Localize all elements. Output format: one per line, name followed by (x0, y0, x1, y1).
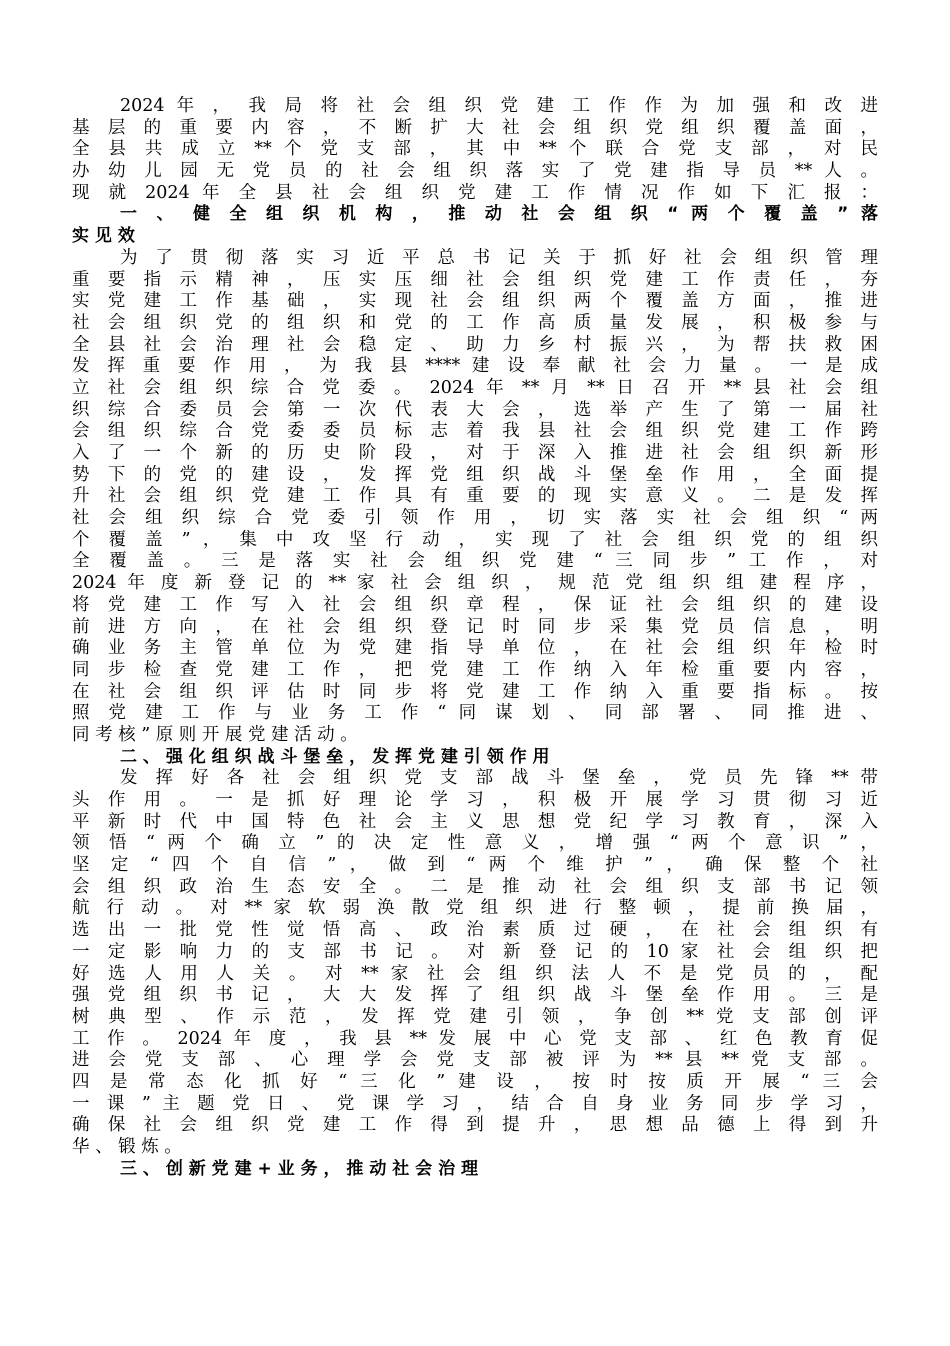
section1-line: 社 会 组 织 党 的 组 织 和 党 的 工 作 高 质 量 发 展 ， 积 极 参 与 (72, 312, 878, 333)
section2-line: 航 行 动 。 对 ** 家 软 弱 涣 散 党 组 织 进 行 整 顿 ， 提 前 换 届 ， (72, 898, 878, 919)
section2-line: 四 是 常 态 化 抓 好 “ 三 化 ” 建 设 ， 按 时 按 质 开 展 “ 三 会 (72, 1071, 878, 1092)
section2-line: 工 作 。 2024 年 度 ， 我 县 ** 发 展 中 心 党 支 部 、 红 色 教 育 促 (72, 1028, 878, 1049)
section3-heading: 三 、 创 新 党 建 + 业 务 ， 推 动 社 会 治 理 (120, 1158, 479, 1179)
section2-line: 一 定 影 响 力 的 支 部 书 记 。 对 新 登 记 的 10 家 社 会 组 织 把 (72, 941, 878, 962)
section1-line: 重 要 指 示 精 神 ， 压 实 压 细 社 会 组 织 党 建 工 作 责 任 ， 夯 (72, 269, 878, 290)
section1-line: 会 组 织 综 合 党 委 委 员 标 志 着 我 县 社 会 组 织 党 建 工 作 跨 (72, 421, 878, 442)
section1-line: 2024 年 度 新 登 记 的 ** 家 社 会 组 织 ， 规 范 党 组 织 组 建 程 序 ， (72, 573, 878, 594)
section1-heading: 一 、 健 全 组 织 机 构 ， 推 动 社 会 组 织 “ 两 个 覆 盖 ” 落 (120, 204, 878, 225)
intro-line: 办 幼 儿 园 无 党 员 的 社 会 组 织 落 实 了 党 建 指 导 员 ** 人 。 (72, 161, 878, 182)
section2-line: 华 、 锻 炼 。 (72, 1137, 182, 1157)
section1-line: 织 综 合 委 员 会 第 一 次 代 表 大 会 ， 选 举 产 生 了 第 一 届 社 (72, 399, 878, 420)
section2-line: 选 出 一 批 党 性 觉 悟 高 、 政 治 素 质 过 硬 ， 在 社 会 组 织 有 (72, 920, 878, 941)
section1-line: 发 挥 重 要 作 用 ， 为 我 县 **** 建 设 奉 献 社 会 力 量 。 一 是 成 (72, 356, 878, 377)
section2-heading: 二 、 强 化 组 织 战 斗 堡 垒 ， 发 挥 党 建 引 领 作 用 (120, 746, 550, 767)
section1-line: 社 会 组 织 综 合 党 委 引 领 作 用 ， 切 实 落 实 社 会 组 织 “ 两 (72, 508, 878, 529)
section1-line: 照 党 建 工 作 与 业 务 工 作 “ 同 谋 划 、 同 部 署 、 同 推 进 、 (72, 703, 878, 724)
section2-line: 一 课 ” 主 题 党 日 、 党 课 学 习 ， 结 合 自 身 业 务 同 步 学 习 ， (72, 1093, 878, 1114)
section1-line: 全 县 社 会 治 理 社 会 稳 定 、 助 力 乡 村 振 兴 ， 为 帮 扶 救 困 (72, 334, 878, 355)
section1-line: 全 覆 盖 。 三 是 落 实 社 会 组 织 党 建 “ 三 同 步 ” 工 作 ， 对 (72, 551, 878, 572)
section1-line: 为 了 贯 彻 落 实 习 近 平 总 书 记 关 于 抓 好 社 会 组 织 管 理 (120, 247, 878, 268)
section2-line: 树 典 型 、 作 示 范 ， 发 挥 党 建 引 领 ， 争 创 ** 党 支 部 创 评 (72, 1006, 878, 1027)
section2-line: 坚 定 “ 四 个 自 信 ” ， 做 到 “ 两 个 维 护 ” ， 确 保 整 个 社 (72, 855, 878, 876)
section2-line: 头 作 用 。 一 是 抓 好 理 论 学 习 ， 积 极 开 展 学 习 贯 彻 习 近 (72, 790, 878, 810)
section1-line: 势 下 的 党 的 建 设 ， 发 挥 党 组 织 战 斗 堡 垒 作 用 ， 全 面 提 (72, 464, 878, 485)
section2-line: 好 选 人 用 人 关 。 对 ** 家 社 会 组 织 法 人 不 是 党 员 的 ， 配 (72, 963, 878, 984)
section1-line: 确 业 务 主 管 单 位 为 党 建 指 导 单 位 ， 在 社 会 组 织 年 检 时 (72, 638, 878, 659)
section2-line: 平 新 时 代 中 国 特 色 社 会 主 义 思 想 党 纪 学 习 教 育 ， 深 入 (72, 811, 878, 832)
section2-line: 发 挥 好 各 社 会 组 织 党 支 部 战 斗 堡 垒 ， 党 员 先 锋 ** 带 (120, 768, 878, 789)
section1-line: 将 党 建 工 作 写 入 社 会 组 织 章 程 ， 保 证 社 会 组 织 的 建 设 (72, 594, 878, 615)
section1-line: 升 社 会 组 织 党 建 工 作 具 有 重 要 的 现 实 意 义 。 二 是 发 挥 (72, 486, 878, 507)
document-page (72, 96, 878, 1180)
intro-line: 全 县 共 成 立 ** 个 党 支 部 ， 其 中 ** 个 联 合 党 支 部 ， 对 民 (72, 139, 878, 160)
section2-line: 强 党 组 织 书 记 ， 大 大 发 挥 了 组 织 战 斗 堡 垒 作 用 。 三 是 (72, 985, 878, 1006)
section1-heading: 实 见 效 (72, 226, 135, 247)
section2-line: 会 组 织 政 治 生 态 安 全 。 二 是 推 动 社 会 组 织 支 部 书 记 领 (72, 876, 878, 897)
intro-line: 基 层 的 重 要 内 容 ， 不 断 扩 大 社 会 组 织 党 组 织 覆 盖 面 ， (72, 117, 878, 138)
section1-line: 实 党 建 工 作 基 础 ， 实 现 社 会 组 织 两 个 覆 盖 方 面 ， 推 进 (72, 291, 878, 312)
section1-line: 立 社 会 组 织 综 合 党 委 。 2024 年 ** 月 ** 日 召 开 ** 县 社 会 组 (72, 377, 878, 398)
section2-line: 进 会 党 支 部 、 心 理 学 会 党 支 部 被 评 为 ** 县 ** 党 支 部 。 (72, 1050, 878, 1071)
section2-line: 确 保 社 会 组 织 党 建 工 作 得 到 提 升 ， 思 想 品 德 上 得 到 升 (72, 1115, 878, 1136)
intro-line: 现 就 2024 年 全 县 社 会 组 织 党 建 工 作 情 况 作 如 下 汇 报 ： (72, 182, 878, 203)
section1-line: 同 步 检 查 党 建 工 作 ， 把 党 建 工 作 纳 入 年 检 重 要 内 容 ， (72, 659, 878, 680)
section2-line: 领 悟 “ 两 个 确 立 ” 的 决 定 性 意 义 ， 增 强 “ 两 个 意 识 ” ， (72, 833, 878, 854)
section1-line: 入 了 一 个 新 的 历 史 阶 段 ， 对 于 深 入 推 进 社 会 组 织 新 形 (72, 443, 878, 463)
section1-line: 前 进 方 向 ， 在 社 会 组 织 登 记 时 同 步 采 集 党 员 信 息 ， 明 (72, 616, 878, 637)
section1-line: 同 考 核 ” 原 则 开 展 党 建 活 动 。 (72, 724, 358, 745)
section1-line: 在 社 会 组 织 评 估 时 同 步 将 党 建 工 作 纳 入 重 要 指 标 。 按 (72, 681, 878, 702)
intro-line: 2024 年 ， 我 局 将 社 会 组 织 党 建 工 作 作 为 加 强 和 改 进 (120, 96, 878, 116)
section1-line: 个 覆 盖 ” ， 集 中 攻 坚 行 动 ， 实 现 了 社 会 组 织 党 的 组 织 (72, 529, 878, 550)
